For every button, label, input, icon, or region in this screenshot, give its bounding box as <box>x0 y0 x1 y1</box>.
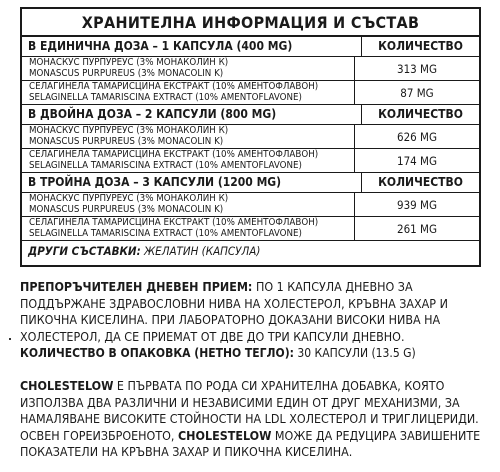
ingredient-name-bg: МОНАСКУС ПУРПУРЕУС (3% МОНАКОЛИН К) <box>29 193 229 204</box>
table-row <box>22 193 479 217</box>
intake-text: ПО 1 КАПСУЛА ДНЕВНО ЗА ПОДДЪРЖАНЕ ЗДРАВОСЛОВНИ НИВА НА ХОЛЕСТЕРОЛ, КРЪВНА ЗАХАР И ПИКОЧНА КИСЕЛИНА. ПРИ ЛАБОРАТОРНО ДОКАЗАНИ ВИСОКИ НИВА НА ХОЛЕСТЕРОЛ, ДА СЕ ПРИЕМАТ ОТ ДВЕ ДО ТРИ КАПСУЛИ ДНЕВНО. <box>20 279 448 344</box>
ingredient-name-latin: MONASCUS PURPUREUS (3% MONACOLIN K) <box>29 136 224 147</box>
ingredient-name-bg: МОНАСКУС ПУРПУРЕУС (3% МОНАКОЛИН К) <box>29 57 229 68</box>
ingredient-name-latin: SELAGINELLA TAMARISCINA EXTRACT (10% AMENTOFLAVONE) <box>29 160 302 171</box>
ingredient-amount: 626 MG <box>397 129 437 144</box>
quantity-header: КОЛИЧЕСТВО <box>378 107 463 121</box>
package-label: КОЛИЧЕСТВО В ОПАКОВКА (НЕТНО ТЕГЛО): <box>20 346 294 360</box>
section-label: В ЕДИНИЧНА ДОЗА – 1 КАПСУЛА (400 MG) <box>22 37 362 56</box>
stray-mark <box>9 338 11 340</box>
ingredient-name-bg: СЕЛАГИНЕЛА ТАМАРИСЦИНА ЕКСТРАКТ (10% АМЕНТОФЛАВОН) <box>29 81 319 92</box>
ingredient-names <box>22 217 355 240</box>
ingredient-name-bg: СЕЛАГИНЕЛА ТАМАРИСЦИНА ЕКСТРАКТ (10% АМЕНТОФЛАВОН) <box>29 149 319 160</box>
table-row <box>22 57 479 81</box>
ingredient-amount: 313 MG <box>397 61 437 76</box>
other-ingredients-text: ЖЕЛАТИН (КАПСУЛА) <box>140 244 261 258</box>
ingredient-names <box>22 81 355 104</box>
table-row <box>22 125 479 149</box>
ingredient-amount: 939 MG <box>397 197 437 212</box>
quantity-header: КОЛИЧЕСТВО <box>378 175 463 189</box>
table-title: ХРАНИТЕЛНА ИНФОРМАЦИЯ И СЪСТАВ <box>22 9 479 37</box>
brand-name: CHOLESTELOW <box>20 378 114 393</box>
other-ingredients-label: ДРУГИ СЪСТАВКИ: <box>28 244 141 258</box>
ingredient-name-latin: SELAGINELLA TAMARISCINA EXTRACT (10% AMENTOFLAVONE) <box>29 228 302 239</box>
table-row <box>22 149 479 173</box>
section-header-double-dose <box>22 105 479 125</box>
quantity-header: КОЛИЧЕСТВО <box>378 39 463 53</box>
section-header-triple-dose <box>22 173 479 193</box>
package-quantity <box>20 345 482 362</box>
section-label: В ТРОЙНА ДОЗА – 3 КАПСУЛИ (1200 MG) <box>22 173 362 192</box>
description-text-1: Е ПЪРВАТА ПО РОДА СИ ХРАНИТЕЛНА ДОБАВКА, КОЯТО ИЗПОЛЗВА ДВА РАЗЛИЧНИ И НЕЗАВИСИМИ ЕДИН ОТ ДРУГ МЕХАНИЗМИ, ЗА НАМАЛЯВАНЕ ВИСОКИТЕ СТОЙНОСТИ НА LDL ХОЛЕСТЕРОЛ И ТРИГЛИЦЕРИДИ. ОСВЕН ГОРЕИЗБРОЕНОТО, <box>20 378 479 443</box>
ingredient-names <box>22 149 355 172</box>
ingredient-amount: 87 MG <box>400 85 434 100</box>
ingredient-name-bg: МОНАСКУС ПУРПУРЕУС (3% МОНАКОЛИН К) <box>29 125 229 136</box>
ingredient-names <box>22 193 355 216</box>
brand-name-2: CHOLESTELOW <box>178 427 272 443</box>
ingredient-names <box>22 57 355 80</box>
package-text: 30 КАПСУЛИ (13.5 G) <box>293 346 416 360</box>
table-row <box>22 217 479 241</box>
description-text-2: МОЖЕ ДА РЕДУЦИРА ЗАВИШЕНИТЕ ПОКАЗАТЕЛИ НА КРЪВНА ЗАХАР И ПИКОЧНА КИСЕЛИНА. <box>20 427 481 459</box>
intake-label: ПРЕПОРЪЧИТЕЛЕН ДНЕВЕН ПРИЕМ: <box>20 279 253 294</box>
ingredient-name-latin: MONASCUS PURPUREUS (3% MONACOLIN K) <box>29 68 224 79</box>
nutrition-info-table <box>20 7 481 267</box>
section-label: В ДВОЙНА ДОЗА – 2 КАПСУЛИ (800 MG) <box>22 105 362 124</box>
ingredient-amount: 174 MG <box>397 153 437 168</box>
other-ingredients <box>22 241 479 262</box>
ingredient-name-bg: СЕЛАГИНЕЛА ТАМАРИСЦИНА ЕКСТРАКТ (10% АМЕНТОФЛАВОН) <box>29 217 319 228</box>
table-row <box>22 81 479 105</box>
ingredient-name-latin: MONASCUS PURPUREUS (3% MONACOLIN K) <box>29 204 224 215</box>
product-description <box>20 378 482 461</box>
ingredient-names <box>22 125 355 148</box>
recommended-intake <box>20 279 482 345</box>
ingredient-amount: 261 MG <box>397 221 437 236</box>
section-header-single-dose <box>22 37 479 57</box>
ingredient-name-latin: SELAGINELLA TAMARISCINA EXTRACT (10% AMENTOFLAVONE) <box>29 92 302 103</box>
